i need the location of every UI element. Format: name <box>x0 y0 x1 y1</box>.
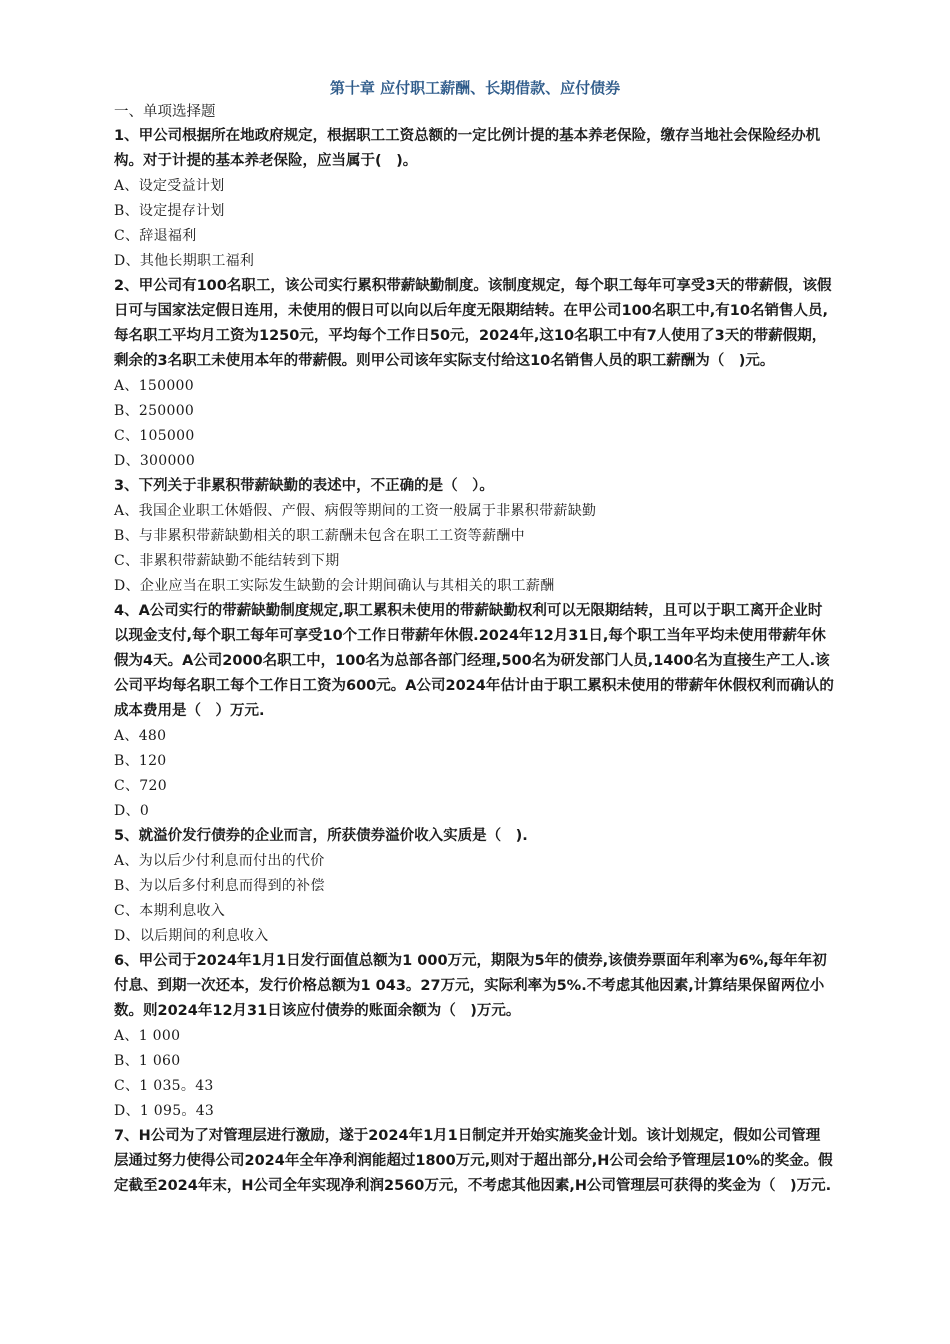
option-d: D、企业应当在职工实际发生缺勤的会计期间确认与其相关的职工薪酬 <box>114 578 555 594</box>
question-stem: 2、甲公司有100名职工，该公司实行累积带薪缺勤制度。该制度规定，每个职工每年可享受3天的带薪假，该假日可与国家法定假日连用，未使用的假日可以向以后年度无限期结转。在甲公司100名职工中,有10名销售人员,每名职工平均月工资为1250元，平均每个工作日50元，2024年,这10名职工中有7人使用了3天的带薪假期，剩余的3名职工未使用本年的带薪假。则甲公司该年实际支付给这10名销售人员的职工薪酬为（ )元。 <box>114 278 832 369</box>
option-a: A、480 <box>114 728 167 744</box>
option-b: B、设定提存计划 <box>114 203 225 219</box>
option-b: B、为以后多付利息而得到的补偿 <box>114 878 325 894</box>
question-3 <box>114 474 834 599</box>
question-list <box>114 100 834 1199</box>
option-b: B、1 060 <box>114 1053 181 1069</box>
question-7 <box>114 1124 834 1199</box>
option-c: C、本期利息收入 <box>114 903 226 919</box>
option-c: C、非累积带薪缺勤不能结转到下期 <box>114 553 340 569</box>
question-4 <box>114 599 834 824</box>
option-c: C、辞退福利 <box>114 228 197 244</box>
option-d: D、1 095。43 <box>114 1103 215 1119</box>
option-d: D、300000 <box>114 453 196 469</box>
option-d: D、0 <box>114 803 150 819</box>
question-1 <box>114 124 834 274</box>
question-stem: 5、就溢价发行债券的企业而言，所获债券溢价收入实质是（ ). <box>114 828 528 844</box>
option-a: A、1 000 <box>114 1028 181 1044</box>
chapter-title: 第十章 应付职工薪酬、长期借款、应付债券 <box>329 79 621 97</box>
option-d: D、其他长期职工福利 <box>114 253 255 269</box>
option-c: C、720 <box>114 778 167 794</box>
section-heading: 一、单项选择题 <box>114 104 216 120</box>
question-stem: 6、甲公司于2024年1月1日发行面值总额为1 000万元，期限为5年的债券,该债券票面年利率为6%,每年年初付息、到期一次还本，发行价格总额为1 043。27万元，实际利率为5%.不考虑其他因素,计算结果保留两位小数。则2024年12月31日该应付债券的账面余额为（ )万元。 <box>114 953 827 1019</box>
question-stem: 7、H公司为了对管理层进行激励，遂于2024年1月1日制定并开始实施奖金计划。该计划规定，假如公司管理层通过努力使得公司2024年全年净利润能超过1800万元,则对于超出部分,H公司会给予管理层10%的奖金。假定截至2024年末，H公司全年实现净利润2560万元，不考虑其他因素,H公司管理层可获得的奖金为（ )万元. <box>114 1128 833 1194</box>
option-c: C、1 035。43 <box>114 1078 214 1094</box>
option-c: C、105000 <box>114 428 195 444</box>
option-d: D、以后期间的利息收入 <box>114 928 269 944</box>
question-stem: 1、甲公司根据所在地政府规定，根据职工工资总额的一定比例计提的基本养老保险，缴存当地社会保险经办机构。对于计提的基本养老保险，应当属于( )。 <box>114 128 821 169</box>
option-b: B、120 <box>114 753 167 769</box>
option-a: A、我国企业职工休婚假、产假、病假等期间的工资一般属于非累积带薪缺勤 <box>114 503 597 519</box>
question-stem: 4、A公司实行的带薪缺勤制度规定,职工累积未使用的带薪缺勤权利可以无限期结转，且可以于职工离开企业时以现金支付,每个职工每年可享受10个工作日带薪年休假.2024年12月31日,每个职工当年平均未使用带薪年休假为4天。A公司2000名职工中，100名为总部各部门经理,500名为研发部门人员,1400名为直接生产工人.该公司平均每名职工每个工作日工资为600元。A公司2024年估计由于职工累积未使用的带薪年休假权利而确认的成本费用是（ ）万元. <box>114 603 834 719</box>
option-a: A、设定受益计划 <box>114 178 225 194</box>
question-stem: 3、下列关于非累积带薪缺勤的表述中，不正确的是（ ）。 <box>114 478 494 494</box>
question-2 <box>114 274 834 474</box>
option-b: B、与非累积带薪缺勤相关的职工薪酬未包含在职工工资等薪酬中 <box>114 528 525 544</box>
option-a: A、为以后少付利息而付出的代价 <box>114 853 325 869</box>
option-b: B、250000 <box>114 403 195 419</box>
option-a: A、150000 <box>114 378 194 394</box>
question-5 <box>114 824 834 949</box>
question-6 <box>114 949 834 1124</box>
